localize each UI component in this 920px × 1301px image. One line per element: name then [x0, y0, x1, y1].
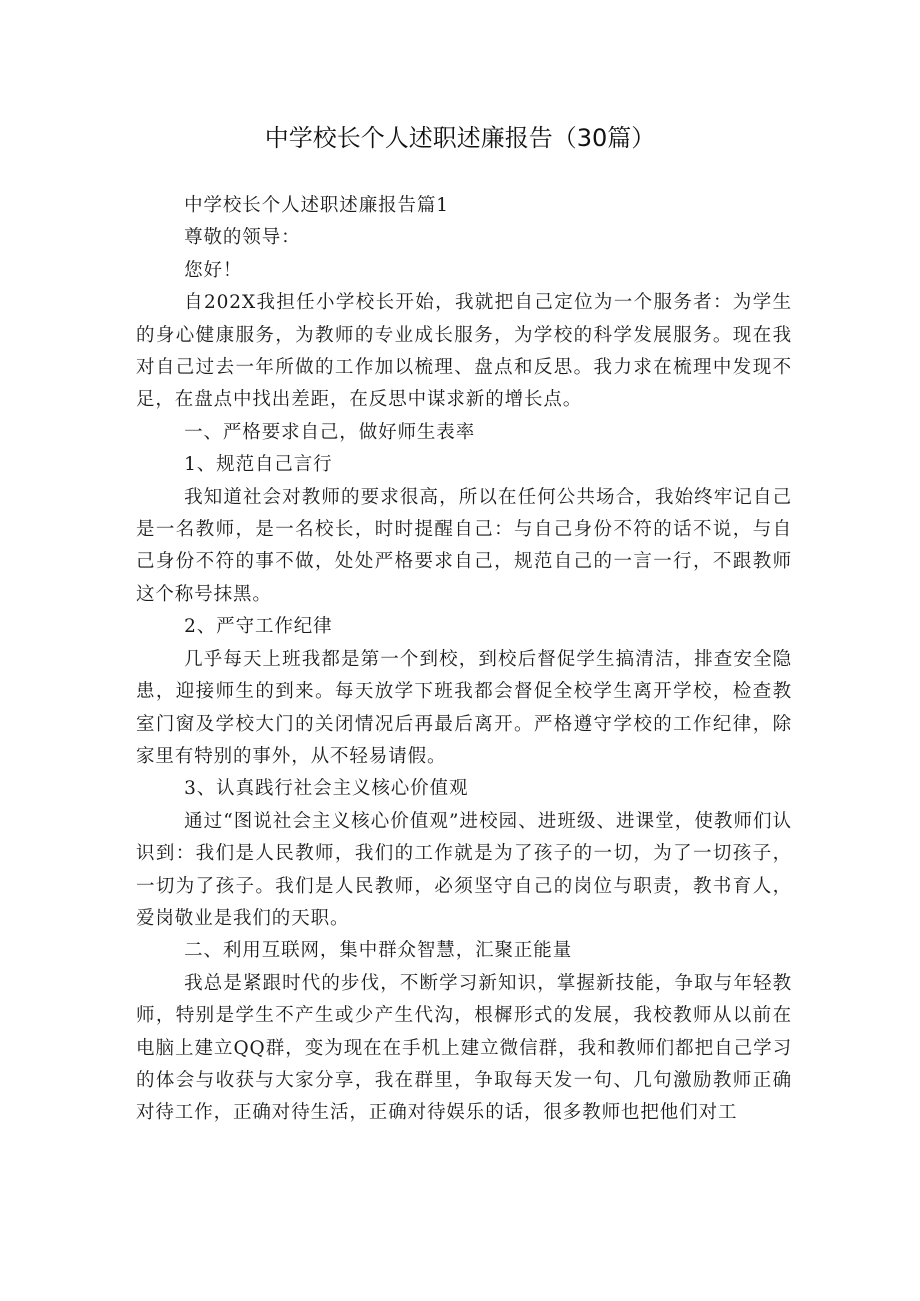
paragraph: 自202X我担任小学校长开始，我就把自己定位为一个服务者：为学生的身心健康服务，为教师的专业成长服务，为学校的科学发展服务。现在我对自己过去一年所做的工作加以梳理、盘点和反思。我力求在梳理中发现不足，在盘点中找出差距，在反思中谋求新的增长点。 — [136, 292, 792, 411]
subsection-heading: 1、规范自己言行 — [184, 454, 333, 476]
paragraph: 通过“图说社会主义核心价值观”进校园、进班级、进课堂，使教师们认识到：我们是人民教师，我们的工作就是为了孩子的一切，为了一切孩子，一切为了孩子。我们是人民教师，必须坚守自己的岗位与职责，教书育人，爱岗敬业是我们的天职。 — [136, 810, 792, 929]
salutation: 尊敬的领导： — [184, 227, 301, 249]
greeting: 您好！ — [184, 259, 243, 281]
section-heading: 二、利用互联网，集中群众智慧，汇聚正能量 — [184, 940, 573, 962]
section-heading: 中学校长个人述职述廉报告篇1 — [184, 195, 449, 216]
subsection-heading: 2、严守工作纪律 — [184, 616, 333, 638]
document-title: 中学校长个人述职述廉报告（30篇） — [264, 124, 656, 152]
document-body — [136, 190, 792, 1130]
paragraph: 几乎每天上班我都是第一个到校，到校后督促学生搞清洁，排查安全隐患，迎接师生的到来。每天放学下班我都会督促全校学生离开学校，检查教室门窗及学校大门的关闭情况后再最后离开。严格遵守学校的工作纪律，除家里有特别的事外，从不轻易请假。 — [136, 648, 792, 767]
subsection-heading: 3、认真践行社会主义核心价值观 — [184, 778, 469, 800]
paragraph: 我知道社会对教师的要求很高，所以在任何公共场合，我始终牢记自己是一名教师，是一名校长，时时提醒自己：与自己身份不符的话不说，与自己身份不符的事不做，处处严格要求自己，规范自己的一言一行，不跟教师这个称号抹黑。 — [136, 486, 792, 605]
section-heading: 一、严格要求自己，做好师生表率 — [184, 421, 476, 443]
paragraph: 我总是紧跟时代的步伐，不断学习新知识，掌握新技能，争取与年轻教师，特别是学生不产生或少产生代沟，根樨形式的发展，我校教师从以前在电脑上建立QQ群，变为现在在手机上建立微信群，我和教师们都把自己学习的体会与收获与大家分享，我在群里，争取每天发一句、几句激励教师正确对待工作，正确对待生活，正确对待娱乐的话，很多教师也把他们对工 — [136, 972, 792, 1124]
